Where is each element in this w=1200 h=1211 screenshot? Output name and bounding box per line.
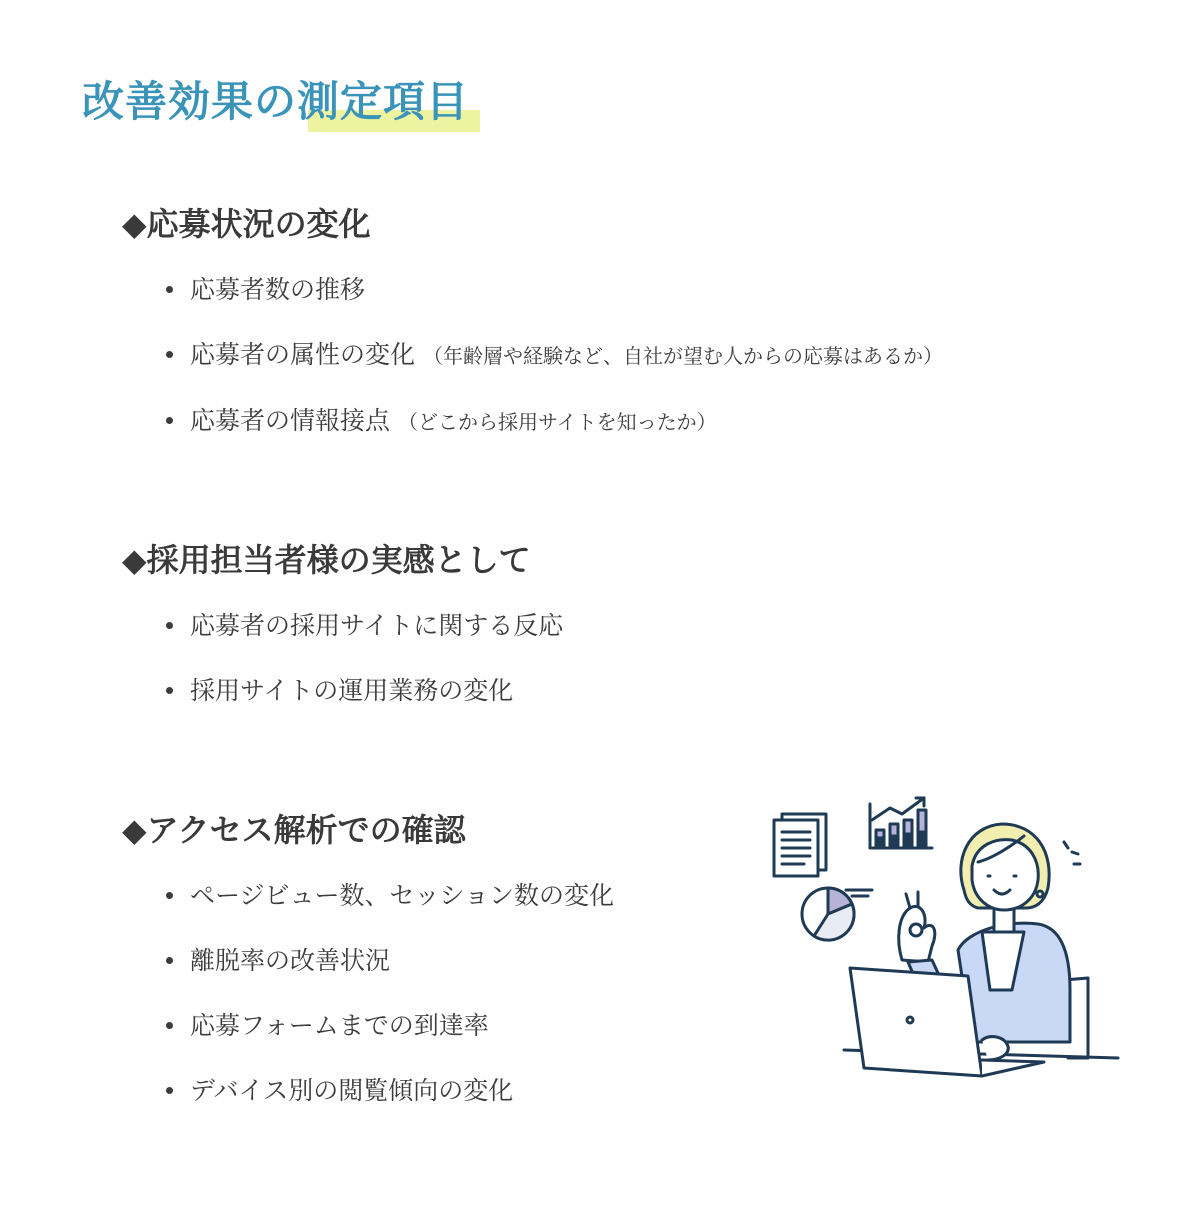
bullet-icon <box>166 286 173 293</box>
bullet-icon <box>166 687 173 694</box>
section-application-status <box>122 202 943 440</box>
list-item <box>122 1008 614 1044</box>
item-list <box>122 608 563 709</box>
section-heading: ◆採用担当者様の実感として <box>122 541 531 579</box>
bullet-icon <box>166 351 173 358</box>
item-text: ページビュー数、セッション数の変化 <box>190 881 615 910</box>
item-text: 応募者数の推移 <box>190 275 366 304</box>
page-title: 改善効果の測定項目 <box>82 77 470 126</box>
bullet-icon <box>166 957 173 964</box>
list-item <box>122 673 563 709</box>
item-note: （年齢層や経験など、自社が望む人からの応募はあるか） <box>423 344 944 368</box>
list-item <box>122 608 563 644</box>
item-text: デバイス別の閲覧傾向の変化 <box>190 1076 514 1105</box>
item-list <box>122 272 943 440</box>
item-list <box>122 878 614 1109</box>
section-access-analytics <box>122 808 614 1109</box>
item-text: 応募フォームまでの到達率 <box>190 1011 489 1040</box>
bullet-icon <box>166 892 173 899</box>
woman-at-laptop-illustration <box>768 790 1124 1086</box>
list-item <box>122 403 943 440</box>
section-recruiter-impression <box>122 538 563 709</box>
section-heading: ◆アクセス解析での確認 <box>122 811 466 849</box>
bullet-icon <box>166 1087 173 1094</box>
list-item <box>122 1073 614 1109</box>
item-text: 応募者の属性の変化 <box>190 340 416 369</box>
bullet-icon <box>166 417 173 424</box>
list-item <box>122 337 943 374</box>
item-note: （どこから採用サイトを知ったか） <box>398 410 717 434</box>
bullet-icon <box>166 622 173 629</box>
item-text: 応募者の採用サイトに関する反応 <box>190 611 564 640</box>
section-heading: ◆応募状況の変化 <box>122 205 371 243</box>
bullet-icon <box>166 1022 173 1029</box>
list-item <box>122 272 943 308</box>
list-item <box>122 878 614 914</box>
item-text: 応募者の情報接点 <box>190 406 391 435</box>
document-icon <box>774 814 826 876</box>
bar-chart-icon <box>870 798 932 848</box>
list-item <box>122 943 614 979</box>
pie-chart-icon <box>802 888 872 940</box>
item-text: 採用サイトの運用業務の変化 <box>190 676 514 705</box>
sparkle-icon <box>1064 842 1080 864</box>
item-text: 離脱率の改善状況 <box>190 946 391 975</box>
